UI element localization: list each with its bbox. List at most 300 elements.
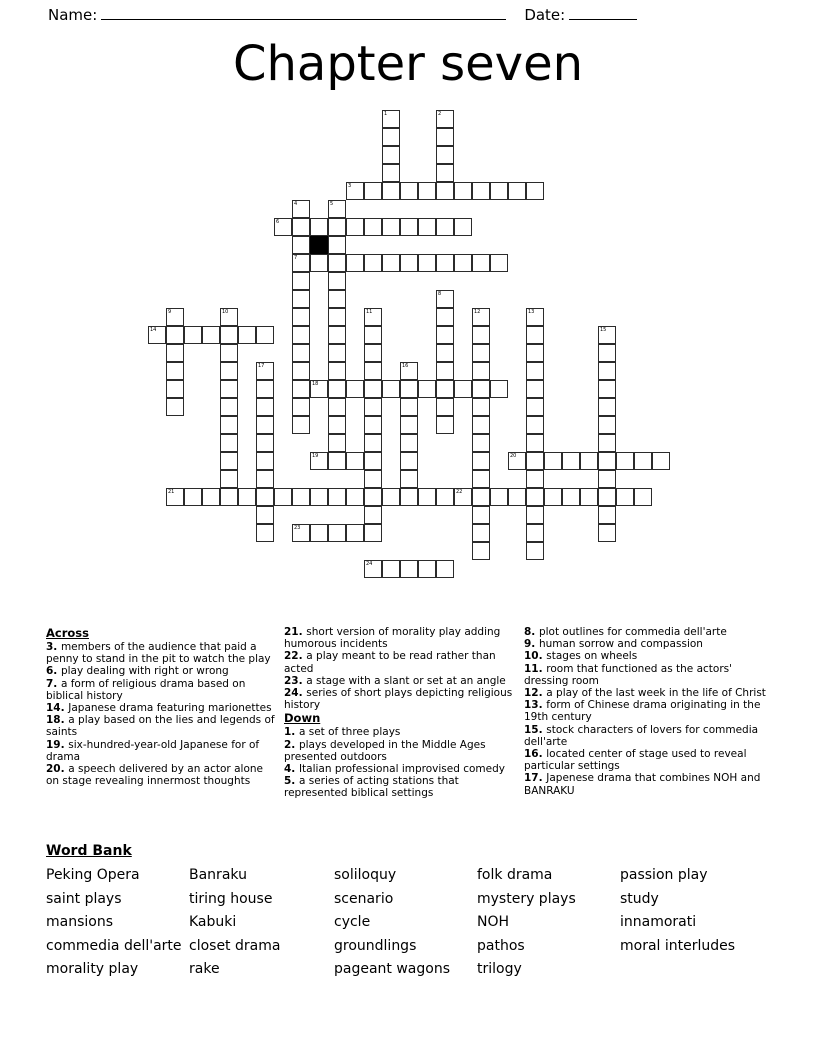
grid-clue-number: 20 [510,453,517,459]
grid-cell[interactable] [400,380,418,398]
grid-cell[interactable] [400,362,418,380]
grid-cell[interactable] [220,344,238,362]
grid-cell[interactable] [364,398,382,416]
grid-cell[interactable] [418,254,436,272]
clue-text: a speech delivered by an actor alone on stage revealing innermost thoughts [46,763,263,788]
clue-item [524,687,766,699]
clue-text: human sorrow and compassion [538,638,703,651]
grid-cell[interactable] [436,128,454,146]
grid-cell[interactable] [310,524,328,542]
grid-cell[interactable] [166,488,184,506]
grid-cell[interactable] [508,182,526,200]
grid-cell[interactable] [526,542,544,560]
clue-item [284,775,516,799]
grid-cell[interactable] [490,380,508,398]
grid-cell[interactable] [436,182,454,200]
clues-area [46,626,776,800]
grid-cell[interactable] [418,488,436,506]
clue-item [524,699,766,723]
worksheet-header [0,0,816,30]
clue-number: 15. [524,723,547,736]
grid-cell[interactable] [472,452,490,470]
grid-cell[interactable] [598,398,616,416]
grid-cell[interactable] [544,488,562,506]
grid-cell[interactable] [166,308,184,326]
grid-cell[interactable] [292,344,310,362]
clue-number: 1. [284,726,299,739]
clue-text: a set of three plays [298,726,401,739]
word-bank-column [334,864,477,982]
clue-item [524,638,766,650]
grid-cell[interactable] [598,362,616,380]
grid-cell[interactable] [418,218,436,236]
grid-cell[interactable] [616,488,634,506]
grid-cell[interactable] [526,470,544,488]
grid-cell[interactable] [166,398,184,416]
grid-cell[interactable] [220,380,238,398]
grid-cell[interactable] [454,488,472,506]
word-bank-item[interactable]: moral interludes [620,937,736,954]
clue-item [524,724,766,748]
word-bank-item[interactable]: pathos [477,937,525,954]
grid-cell[interactable] [364,470,382,488]
grid-cell[interactable] [256,362,274,380]
word-bank-item[interactable]: tiring house [189,890,273,907]
clue-number: 2. [284,738,299,751]
word-bank-item[interactable]: folk drama [477,867,553,883]
grid-cell[interactable] [472,308,490,326]
grid-cell[interactable] [346,488,364,506]
grid-cell[interactable] [598,470,616,488]
grid-cell[interactable] [526,416,544,434]
grid-cell[interactable] [292,380,310,398]
grid-cell[interactable] [436,488,454,506]
grid-cell[interactable] [364,308,382,326]
grid-cell[interactable] [364,344,382,362]
clue-item [46,739,276,763]
grid-cell[interactable] [328,416,346,434]
grid-clue-number: 18 [312,381,319,387]
clue-text: Japenese drama that combines NOH and BANRAKU [524,772,761,797]
clue-text: room that functioned as the actors' dressing room [524,662,733,687]
clue-text: stock characters of lovers for commedia dell'arte [524,723,759,748]
grid-cell[interactable] [598,452,616,470]
word-bank-item[interactable]: commedia dell'arte [46,937,182,954]
grid-cell[interactable] [328,218,346,236]
grid-cell[interactable] [292,524,310,542]
clue-number: 20. [46,763,69,776]
word-bank-item[interactable]: innamorati [620,914,697,930]
clue-item [46,702,276,714]
word-bank-column [477,864,620,982]
grid-cell[interactable] [400,452,418,470]
grid-cell[interactable] [256,434,274,452]
grid-cell[interactable] [598,416,616,434]
grid-cell[interactable] [292,254,310,272]
grid-cell[interactable] [328,272,346,290]
grid-cell[interactable] [472,542,490,560]
page-title: Chapter seven [232,36,584,92]
grid-cell[interactable] [436,146,454,164]
word-bank-item[interactable]: NOH [477,914,510,930]
grid-cell[interactable] [382,218,400,236]
word-bank-item[interactable]: morality play [46,961,139,977]
grid-cell[interactable] [328,362,346,380]
grid-cell[interactable] [220,470,238,488]
grid-cell[interactable] [328,398,346,416]
word-bank-item[interactable]: mansions [46,914,114,930]
grid-cell[interactable] [436,560,454,578]
grid-cell[interactable] [328,326,346,344]
word-bank-item[interactable]: Peking Opera [46,867,140,883]
word-bank-item[interactable]: passion play [620,867,708,883]
grid-cell[interactable] [274,218,292,236]
grid-cell[interactable] [472,488,490,506]
grid-cell[interactable] [400,218,418,236]
clue-text: stages on wheels [546,650,638,663]
grid-cell[interactable] [328,452,346,470]
grid-cell[interactable] [310,380,328,398]
grid-cell[interactable] [310,218,328,236]
clue-number: 22. [284,650,307,663]
word-bank-item[interactable]: Kabuki [189,914,237,930]
grid-cell[interactable] [526,362,544,380]
grid-cell[interactable] [220,308,238,326]
grid-cell[interactable] [526,488,544,506]
grid-cell[interactable] [364,362,382,380]
grid-cell[interactable] [418,380,436,398]
word-bank-item[interactable]: saint plays [46,890,122,907]
grid-cell[interactable] [472,434,490,452]
clue-item [46,641,276,665]
grid-cell[interactable] [292,488,310,506]
grid-cell[interactable] [562,452,580,470]
clue-number: 5. [284,775,299,788]
clue-item [284,739,516,763]
word-bank-item[interactable]: scenario [334,890,394,907]
grid-cell[interactable] [454,380,472,398]
grid-cell[interactable] [526,308,544,326]
grid-cell[interactable] [292,218,310,236]
grid-cell[interactable] [292,272,310,290]
clue-number: 19. [46,738,69,751]
grid-cell[interactable] [256,524,274,542]
grid-cell[interactable] [292,326,310,344]
grid-cell[interactable] [454,182,472,200]
clue-item [284,626,516,650]
grid-cell[interactable] [400,434,418,452]
grid-cell[interactable] [220,416,238,434]
clue-text: short version of morality play adding humorous incidents [284,626,501,651]
grid-cell[interactable] [436,398,454,416]
grid-cell[interactable] [436,164,454,182]
crossword-grid[interactable] [0,104,816,567]
grid-cell[interactable] [598,326,616,344]
grid-cell[interactable] [220,488,238,506]
name-label: Name: [48,6,98,24]
grid-cell[interactable] [274,488,292,506]
grid-cell[interactable] [472,506,490,524]
grid-cell[interactable] [418,560,436,578]
grid-cell[interactable] [472,362,490,380]
grid-cell[interactable] [292,362,310,380]
grid-cell[interactable] [454,254,472,272]
grid-cell[interactable] [382,560,400,578]
grid-cell[interactable] [166,380,184,398]
grid-cell[interactable] [148,326,166,344]
grid-cell[interactable] [364,434,382,452]
grid-cell[interactable] [328,434,346,452]
grid-cell[interactable] [310,254,328,272]
clue-text: form of Chinese drama originating in the 19th century [524,699,761,724]
grid-cell[interactable] [382,380,400,398]
grid-cell[interactable] [508,488,526,506]
grid-cell[interactable] [238,326,256,344]
grid-cell[interactable] [598,380,616,398]
grid-cell[interactable] [382,164,400,182]
grid-clue-number: 6 [276,219,280,225]
grid-clue-number: 1 [384,111,388,117]
grid-cell[interactable] [364,506,382,524]
word-bank-item[interactable]: Banraku [189,867,247,883]
grid-cell[interactable] [364,326,382,344]
grid-cell[interactable] [526,524,544,542]
grid-cell[interactable] [418,182,436,200]
grid-cell[interactable] [634,452,652,470]
grid-cell[interactable] [382,254,400,272]
grid-cell[interactable] [166,326,184,344]
clue-list-down-part2 [524,626,766,797]
across-heading: Across [46,626,89,640]
grid-cell[interactable] [598,524,616,542]
word-bank-item[interactable]: trilogy [477,961,522,977]
word-bank-column [620,864,780,982]
grid-cell[interactable] [346,254,364,272]
grid-cell[interactable] [346,182,364,200]
grid-cell[interactable] [166,344,184,362]
grid-cell[interactable] [292,416,310,434]
grid-clue-number: 14 [150,327,157,333]
date-label: Date: [524,6,566,24]
grid-cell[interactable] [346,218,364,236]
clue-text: located center of stage used to reveal particular settings [524,748,747,773]
grid-cell[interactable] [436,110,454,128]
grid-cell[interactable] [400,488,418,506]
grid-cell[interactable] [652,452,670,470]
grid-cell[interactable] [634,488,652,506]
grid-cell[interactable] [526,506,544,524]
grid-cell[interactable] [508,452,526,470]
clue-item [524,626,766,638]
grid-cell[interactable] [472,326,490,344]
grid-cell[interactable] [346,452,364,470]
grid-cell[interactable] [166,362,184,380]
grid-cell[interactable] [490,254,508,272]
clue-number: 17. [524,772,547,785]
grid-cell[interactable] [436,308,454,326]
grid-cell[interactable] [364,254,382,272]
grid-cell[interactable] [292,290,310,308]
grid-cell[interactable] [364,416,382,434]
word-bank-item[interactable]: closet drama [189,937,281,954]
grid-cell[interactable] [382,146,400,164]
grid-cell[interactable] [382,488,400,506]
grid-cell[interactable] [472,524,490,542]
grid-cell[interactable] [328,380,346,398]
grid-cell[interactable] [400,560,418,578]
grid-cell[interactable] [202,488,220,506]
grid-cell[interactable] [400,398,418,416]
clue-item [46,665,276,677]
grid-clue-number: 13 [528,309,535,315]
grid-cell[interactable] [202,326,220,344]
grid-cell[interactable] [526,398,544,416]
grid-cell[interactable] [472,398,490,416]
grid-cell[interactable] [328,254,346,272]
grid-cell[interactable] [436,290,454,308]
word-bank-item[interactable]: rake [189,961,220,977]
grid-cell[interactable] [328,308,346,326]
grid-cell[interactable] [436,362,454,380]
clue-text: six-hundred-year-old Japanese for of drama [46,738,260,763]
grid-cell[interactable] [364,452,382,470]
grid-cell[interactable] [454,218,472,236]
grid-cell[interactable] [490,488,508,506]
date-input-line[interactable] [569,6,637,20]
word-bank-item[interactable]: cycle [334,914,371,930]
grid-cell[interactable] [292,200,310,218]
grid-cell[interactable] [526,182,544,200]
grid-cell[interactable] [364,218,382,236]
grid-cell[interactable] [436,344,454,362]
grid-cell[interactable] [328,200,346,218]
grid-cell[interactable] [256,326,274,344]
grid-cell[interactable] [472,254,490,272]
grid-cell[interactable] [400,182,418,200]
grid-cell[interactable] [598,434,616,452]
grid-cell[interactable] [238,488,256,506]
grid-cell[interactable] [292,236,310,254]
grid-cell[interactable] [364,182,382,200]
clue-number: 21. [284,626,307,638]
word-bank-item[interactable]: study [620,890,659,907]
grid-cell[interactable] [436,218,454,236]
clue-number: 11. [524,662,547,675]
grid-cell[interactable] [472,182,490,200]
grid-cell[interactable] [310,452,328,470]
grid-cell[interactable] [382,182,400,200]
grid-cell[interactable] [526,344,544,362]
grid-cell[interactable] [310,488,328,506]
grid-cell[interactable] [436,326,454,344]
grid-cell[interactable] [616,452,634,470]
clue-text: a series of acting stations that represented biblical settings [284,775,459,800]
grid-cell[interactable] [526,380,544,398]
grid-cell[interactable] [346,524,364,542]
grid-cell[interactable] [472,416,490,434]
grid-cell[interactable] [256,398,274,416]
grid-clue-number: 22 [456,489,463,495]
word-bank-item[interactable]: pageant wagons [334,961,451,977]
grid-cell[interactable] [598,344,616,362]
grid-cell[interactable] [220,326,238,344]
grid-clue-number: 21 [168,489,175,495]
grid-cell[interactable] [328,524,346,542]
name-input-line[interactable] [101,6,506,20]
word-bank-item[interactable]: mystery plays [477,890,576,907]
grid-cell[interactable] [526,434,544,452]
grid-cell[interactable] [364,488,382,506]
grid-cell[interactable] [472,380,490,398]
grid-cell[interactable] [436,416,454,434]
down-heading: Down [284,711,321,726]
word-bank-item[interactable]: groundlings [334,937,417,954]
grid-cell[interactable] [526,452,544,470]
grid-clue-number: 16 [402,363,409,369]
grid-cell[interactable] [472,470,490,488]
grid-cell[interactable] [184,488,202,506]
grid-cell[interactable] [364,380,382,398]
grid-cell[interactable] [328,290,346,308]
grid-cell[interactable] [292,398,310,416]
name-field-group [48,6,506,24]
grid-clue-number: 4 [294,201,298,207]
grid-cell[interactable] [544,452,562,470]
grid-cell[interactable] [436,254,454,272]
grid-cell[interactable] [562,488,580,506]
grid-cell[interactable] [292,308,310,326]
grid-cell[interactable] [256,470,274,488]
grid-cell[interactable] [400,254,418,272]
grid-cell[interactable] [220,452,238,470]
grid-cell[interactable] [256,506,274,524]
grid-cell[interactable] [220,434,238,452]
grid-cell[interactable] [256,380,274,398]
word-bank-item[interactable]: soliloquy [334,867,397,883]
clue-number: 13. [524,699,547,712]
grid-cell[interactable] [346,380,364,398]
grid-cell[interactable] [382,128,400,146]
grid-cell[interactable] [472,344,490,362]
grid-clue-number: 11 [366,309,373,315]
clue-item [284,675,516,687]
grid-cell[interactable] [490,182,508,200]
grid-cell[interactable] [382,110,400,128]
grid-cell[interactable] [328,344,346,362]
grid-cell[interactable] [328,236,346,254]
grid-cell[interactable] [400,416,418,434]
grid-cell[interactable] [184,326,202,344]
grid-cell[interactable] [220,362,238,380]
grid-cell[interactable] [220,398,238,416]
grid-cell[interactable] [364,560,382,578]
grid-cell[interactable] [256,488,274,506]
grid-cell[interactable] [364,524,382,542]
grid-cell[interactable] [400,470,418,488]
clue-item [46,714,276,738]
grid-cell[interactable] [436,380,454,398]
clue-item [524,650,766,662]
grid-cell[interactable] [328,488,346,506]
grid-cell[interactable] [526,326,544,344]
grid-cell[interactable] [256,416,274,434]
grid-cell[interactable] [580,488,598,506]
grid-cell[interactable] [598,488,616,506]
grid-cell[interactable] [580,452,598,470]
grid-cell[interactable] [256,452,274,470]
clue-number: 8. [524,626,539,638]
grid-cell[interactable] [598,506,616,524]
